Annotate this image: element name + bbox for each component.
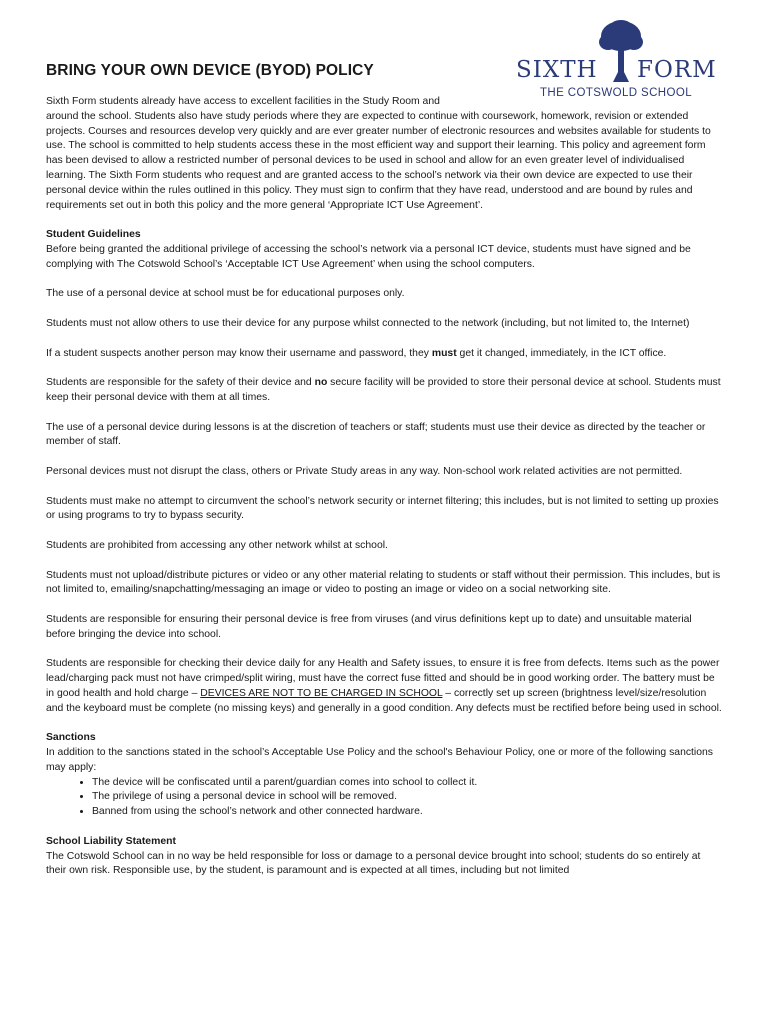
intro-paragraph [46,95,722,213]
guideline-4-text-a: Students are responsible for the safety of their device and [46,377,315,389]
logo-word-sixth: SIXTH [516,57,598,83]
guideline-11-text-b: – correctly set up screen (brightness level/size/resolution and the keyboard must be complete (no missing keys) and generally in a good condition. Any defects must be rectified before being used in school. [46,687,722,714]
guideline-9: Students must not upload/distribute pictures or video or any other material relating to students or staff without their permission. This includes, but is not limited to, emailing/snapchatting/messaging an image or video to posting an image or video on a social networking site. [46,569,721,596]
page-title: BRING YOUR OWN DEVICE (BYOD) POLICY [46,62,374,79]
logo-subtitle: THE COTSWOLD SCHOOL [540,87,693,99]
sanctions-list [46,776,722,820]
liability-section [46,835,722,879]
guideline-11-text-a: Students are responsible for checking their device daily for any Health and Safety issues, to ensure it is free from defects. Items such as the power lead/charging pack must not have crimped/split wiring, must have the correct fuse fitted and should be in good working order. The battery must be in good health and hold charge – [46,658,720,699]
guideline-10: Students are responsible for ensuring their personal device is free from viruses (and virus definitions kept up to date) and unsuitable material before bringing the device into school. [46,613,692,640]
sanctions-heading: Sanctions [46,732,96,744]
liability-heading: School Liability Statement [46,835,176,847]
list-item: • The privilege of using a personal device in school will be removed. [92,790,722,805]
liability-text: The Cotswold School can in no way be held responsible for loss or damage to a personal device brought into school; students do so entirely at their own risk. Responsible use, by the student, is paramount and is expected at all times, including but not limited [46,850,701,877]
school-logo [510,20,725,105]
sanctions-section [46,731,722,820]
guideline-3-text-a: If a student suspects another person may know their username and password, they [46,347,432,359]
guideline-2: Students must not allow others to use their device for any purpose whilst connected to the network (including, but not limited to, the Internet) [46,317,690,329]
guidelines-section [46,228,722,272]
guideline-4 [46,376,722,406]
guideline-4-emphasis: no [314,377,328,389]
guideline-4-text-b: secure facility will be provided to store their personal device at school. Students must keep their personal device with them at all times. [46,377,721,403]
guideline-8: Students are prohibited from accessing any other network whilst at school. [46,539,388,551]
guidelines-heading: Student Guidelines [46,229,141,241]
guideline-7: Students must make no attempt to circumvent the school’s network security or internet filtering; this includes, but is not limited to setting up proxies or using programs to try to bypass security. [46,495,719,522]
guideline-3-text-b: get it changed, immediately, in the ICT office. [456,347,667,359]
guideline-1: The use of a personal device at school must be for educational purposes only. [46,288,405,300]
guideline-6: Personal devices must not disrupt the class, others or Private Study areas in any way. Non-school work related activities are not permitted. [46,465,683,477]
guideline-3-emphasis: must [431,347,457,359]
logo-word-form: FORM [637,57,717,83]
guideline-11 [46,657,722,716]
guideline-5: The use of a personal device during lessons is at the discretion of teachers or staff; students must use their device as directed by the teacher or member of staff. [46,421,706,448]
guidelines-intro: Before being granted the additional privilege of accessing the school’s network via a personal ICT device, students must have signed and be complying with The Cotswold School’s ‘Acceptable ICT Use Agreement’ when using the school computers. [46,243,691,270]
intro-text: around the school. Students also have study periods where they are expected to continue with coursework, homework, revision or extended projects. Courses and resources develop very quickly and are ever greater number of electronic resources and websites available for students to use. The school is committed to help students access these in the most efficient way and support their learning. This policy and agreement form has been devised to allow a restricted number of personal devices to be used in school and allow for an even greater level of individualised learning. The Sixth Form students who request and are granted access to the school’s network via their own device are expected to use their personal device within the rules outlined in this policy. They must sign to confirm that they have read, understood and are bound by rules and requirements set out in both this policy and the more general ‘Appropriate ICT Use Agreement’. [46,110,711,211]
intro-first-line: Sixth Form students already have access to excellent facilities in the Study Room and [46,96,440,107]
guideline-3 [46,347,722,362]
list-item: • Banned from using the school’s network and other connected hardware. [92,805,722,820]
guideline-11-underlined: DEVICES ARE NOT TO BE CHARGED IN SCHOOL [200,687,443,699]
sanctions-intro: In addition to the sanctions stated in the school’s Acceptable Use Policy and the school's Behaviour Policy, one or more of the following sanctions may apply: [46,747,713,773]
document-body [46,95,722,879]
list-item: • The device will be confiscated until a parent/guardian comes into school to collect it. [92,776,722,791]
